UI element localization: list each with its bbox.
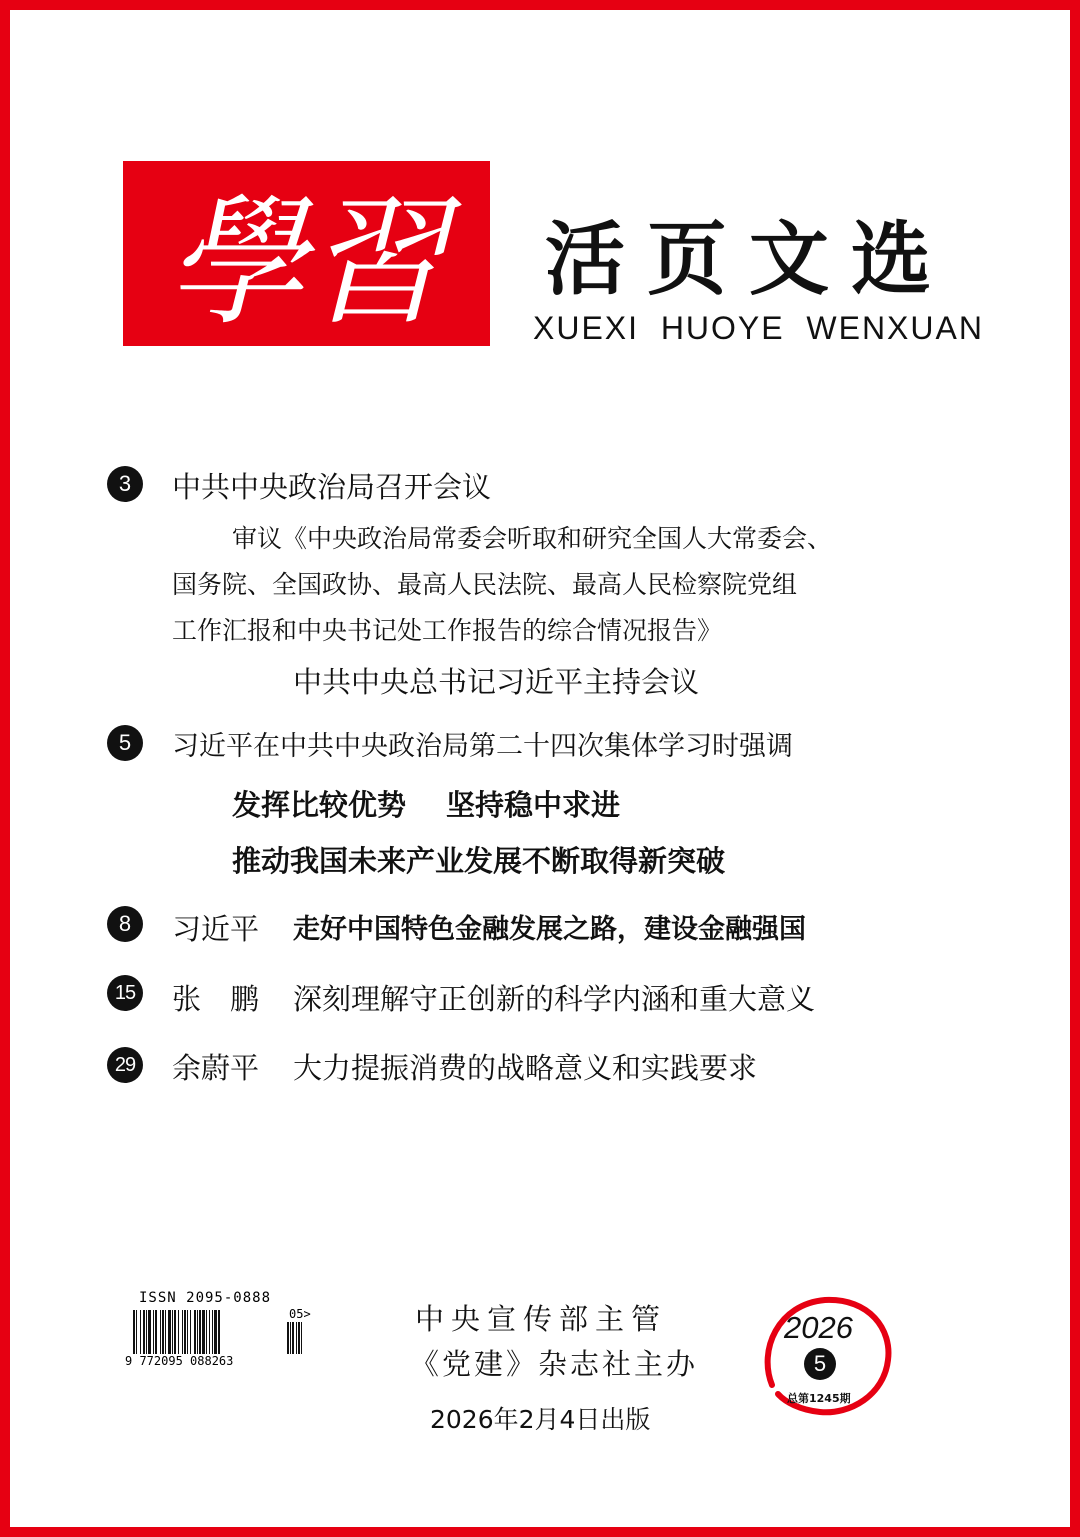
barcode-bar [190,1310,191,1354]
toc-article-title: 走好中国特色金融发展之路，建设金融强国 [293,914,806,945]
toc-subheading: 中共中央总书记习近平主持会议 [293,665,700,699]
toc-heading: 中共中央政治局召开会议 [172,470,492,504]
barcode-addon-bar [290,1322,291,1354]
barcode-bar [168,1310,171,1354]
barcode-bar [184,1310,186,1354]
barcode-bar [172,1310,173,1354]
barcode-bar [187,1310,188,1354]
barcode-bar [174,1310,176,1354]
barcode-bar [136,1310,137,1354]
issue-year: 2026 [784,1310,853,1345]
barcode-bar [143,1310,145,1354]
toc-author: 余蔚平 [172,1051,260,1085]
barcode-bar [133,1310,135,1354]
barcode-bar [182,1310,183,1354]
toc-heading: 习近平在中共中央政治局第二十四次集体学习时强调 [172,731,793,762]
barcode-bar [162,1310,164,1354]
barcode-bar [160,1310,161,1354]
calligraphy-logo [123,161,490,346]
barcode-bar [148,1310,151,1354]
barcode-bar [209,1310,210,1354]
toc-subheading: 发挥比较优势 [232,788,407,822]
toc-article-title: 大力提振消费的战略意义和实践要求 [293,1051,758,1085]
toc-detail-line: 国务院、全国政协、最高人民法院、最高人民检察院党组 [172,570,798,599]
page-number-badge: 8 [107,906,143,942]
barcode-addon-bars [287,1322,302,1354]
publication-date: 2026年2月4日出版 [430,1405,651,1434]
barcode-addon-bar [301,1322,302,1354]
barcode-digits: 9 772095 088263 [125,1354,234,1368]
barcode-bar [214,1310,217,1354]
barcode-addon-text: 05> [289,1307,311,1321]
publisher-organizer: 《党建》杂志社主办 [410,1347,699,1381]
issn-text: ISSN 2095-0888 [139,1290,272,1306]
logo-text: 學習 [165,182,447,345]
barcode-bar [140,1310,141,1354]
toc-article-title: 深刻理解守正创新的科学内涵和重大意义 [293,982,816,1016]
barcode-bar [165,1310,166,1354]
page-number-badge: 15 [107,975,143,1011]
barcode-bar [199,1310,201,1354]
masthead-logo-block [123,161,490,346]
barcode-bar [153,1310,154,1354]
barcode-bar [202,1310,205,1354]
issue-number-badge: 5 [804,1348,836,1380]
publisher-supervisor: 中央宣传部主管 [415,1302,668,1336]
barcode-bar [212,1310,213,1354]
page-number-badge: 3 [107,466,143,502]
barcode-addon-bar [296,1322,297,1354]
toc-author: 张 鹏 [172,982,260,1016]
page-number-badge: 29 [107,1047,143,1083]
barcode-bar [197,1310,198,1354]
toc-author: 习近平 [172,912,260,946]
barcode-bar [178,1310,179,1354]
toc-subheading: 推动我国未来产业发展不断取得新突破 [232,844,726,878]
magazine-title-pinyin: XUEXI HUOYE WENXUAN [533,310,984,346]
issue-total-number: 总第1245期 [787,1392,851,1405]
barcode-bars [133,1310,220,1354]
barcode-bar [206,1310,207,1354]
barcode-addon-bar [287,1322,289,1354]
toc-detail-line: 工作汇报和中央书记处工作报告的综合情况报告》 [172,616,723,645]
page-number-badge: 5 [107,725,143,761]
barcode-addon-bar [298,1322,300,1354]
barcode-bar [194,1310,196,1354]
barcode-bar [155,1310,157,1354]
toc-detail-line: 审议《中央政治局常委会听取和研究全国人大常委会、 [232,524,833,553]
magazine-title: 活页文选 [545,212,953,306]
toc-subheading: 坚持稳中求进 [446,788,621,822]
issn-barcode [125,1288,335,1370]
barcode-bar [146,1310,147,1354]
barcode-addon-bar [292,1322,294,1354]
barcode-bar [218,1310,220,1354]
